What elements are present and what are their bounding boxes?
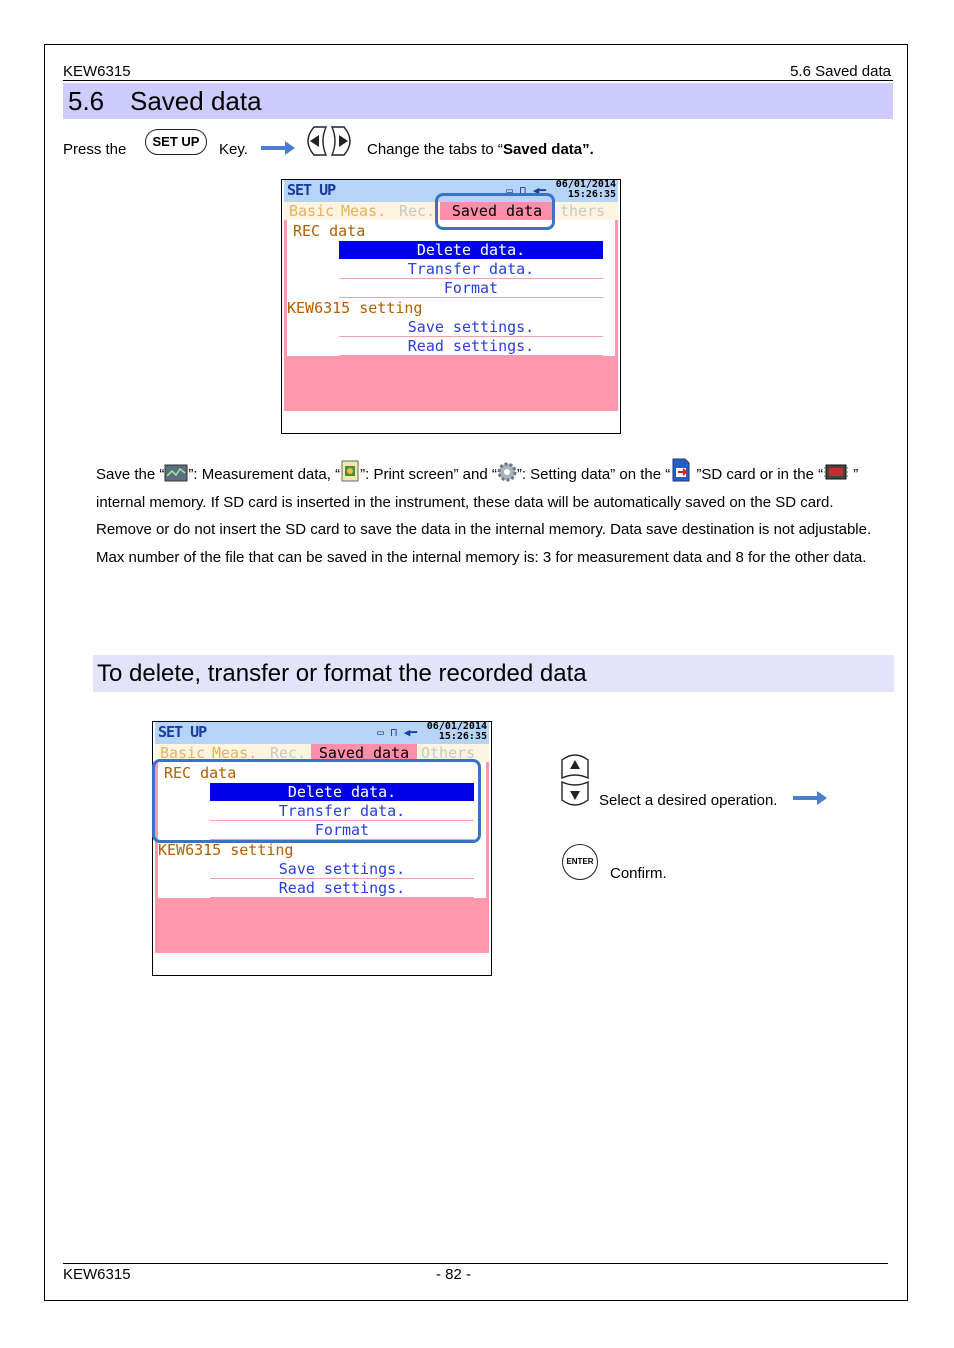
measurement-data-icon (164, 464, 188, 482)
highlight-rec-data-group (152, 759, 481, 843)
internal-memory-icon (823, 462, 849, 482)
tab-rec[interactable]: Rec. (399, 202, 436, 220)
enter-key-icon: ENTER (562, 844, 598, 880)
group-setting: KEW6315 setting (158, 841, 294, 859)
menu-read-settings[interactable]: Read settings. (339, 337, 603, 356)
subsection-title: To delete, transfer or format the recorded data (93, 655, 894, 692)
footer-rule (63, 1263, 888, 1264)
tab-meas[interactable]: Meas. (212, 744, 258, 762)
step-select-text: Select a desired operation. (599, 792, 778, 809)
menu-save-settings[interactable]: Save settings. (339, 318, 603, 337)
print-screen-icon (340, 460, 360, 482)
tab-saved-data[interactable]: Saved data (311, 744, 417, 762)
highlight-saved-data-tab (435, 193, 555, 230)
lcd-title: SET UP (158, 723, 207, 741)
header-section: 5.6 Saved data (790, 63, 891, 80)
press-text: Press the (63, 141, 127, 158)
lcd-body (284, 220, 618, 411)
description-paragraph: Save the “ ”: Measurement data, “ ”: Print screen” and “ ”: Setting data” on the “ ”SD card or in the “ ” internal memory. If SD card is inserted in the instrument, these data will be automatically saved on the SD card. Remove or do not insert the SD card to save the data in the internal memory. Data save destination is not adjustable. Max number of the file that can be saved in the internal memory is: 3 for measurement data and 8 for the other data. (96, 458, 886, 571)
menu-save-settings[interactable]: Save settings. (210, 860, 474, 879)
change-tabs-text: Change the tabs to “Saved data”. (367, 141, 594, 158)
menu-delete-data[interactable]: Delete data. (339, 241, 603, 259)
step-confirm-text: Confirm. (610, 865, 667, 882)
menu-format[interactable]: Format (339, 279, 603, 298)
lcd-datetime: 06/01/2014 15:26:35 (555, 179, 616, 200)
header-rule (63, 80, 893, 81)
lcd-panel (287, 220, 615, 356)
setup-key-icon: SET UP (145, 129, 207, 155)
group-rec-data: REC data (293, 222, 366, 240)
tab-saved-data[interactable]: Saved data (440, 202, 554, 220)
menu-transfer-data[interactable]: Transfer data. (339, 260, 603, 279)
lcd-datetime: 06/01/2014 15:26:35 (426, 721, 487, 742)
tab-rec[interactable]: Rec. (270, 744, 307, 762)
tab-others[interactable]: Others (421, 744, 476, 762)
tab-basic[interactable]: Basic (160, 744, 206, 762)
up-down-key-icon (559, 752, 591, 808)
header-product: KEW6315 (63, 63, 131, 80)
tab-others[interactable]: thers (560, 202, 606, 220)
menu-read-settings[interactable]: Read settings. (210, 879, 474, 898)
gear-icon (497, 462, 517, 482)
status-icons: ▭ ⊓ ◀━ (377, 726, 417, 739)
section-title (63, 83, 893, 119)
sd-card-icon (670, 458, 692, 482)
menu-format[interactable]: Format (210, 821, 474, 840)
tab-meas[interactable]: Meas. (341, 202, 387, 220)
footer-product: KEW6315 (63, 1266, 131, 1283)
left-right-key-icon (300, 125, 358, 157)
group-rec-data: REC data (164, 764, 237, 782)
menu-transfer-data[interactable]: Transfer data. (210, 802, 474, 821)
section-title-text: Saved data (130, 86, 262, 116)
lcd-title: SET UP (287, 181, 336, 199)
menu-delete-data[interactable]: Delete data. (210, 783, 474, 801)
section-number: 5.6 (68, 86, 105, 116)
status-icons: ▭ ⊓ ◀━ (506, 184, 546, 197)
group-setting: KEW6315 setting (287, 299, 423, 317)
tab-basic[interactable]: Basic (289, 202, 335, 220)
page-number: - 82 - (436, 1266, 472, 1283)
key-text: Key. (219, 141, 248, 158)
